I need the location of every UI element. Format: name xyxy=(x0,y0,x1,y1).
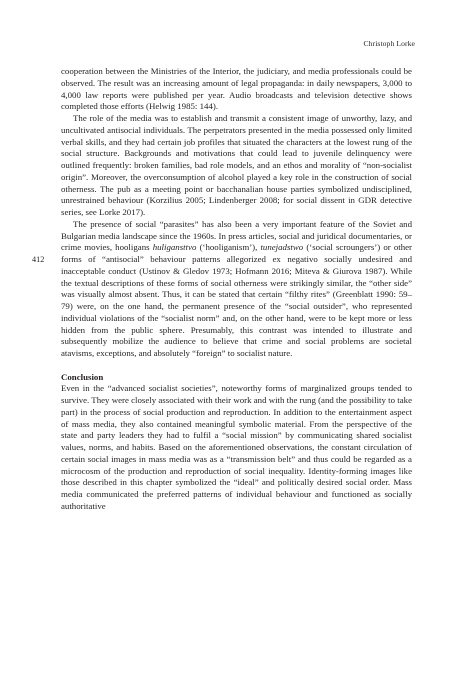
term-social-scroungers: tunejadstwo xyxy=(260,242,304,253)
paragraph-text: (‘social scroungers’) or other forms of “antisocial” behaviour patterns allegorized ex negativo socially undesired and inacceptable conduct (Ustinov & Gledov 1973; Hofmann 2016; Miteva & Giurova 1987). While the textual descriptions of these forms of social otherness were strikingly similar, the “other side” was visually almost absent. Thus, it can be stated that certain “filthy rites” (Greenblatt 1990: 59–79) were, on the one hand, the permanent presence of the “social outsider”, who represented individual violations of the “socialist norm” and, on the other hand, were to be kept more or less hidden from the public sphere. Presumably, this contrast was intended to illustrate and subsequently mobilize the audience to believe that crime and social problems are societal atavisms, exceptions, and absolutely “foreign” to socialist nature. xyxy=(61,242,412,358)
paragraph-conclusion: Even in the “advanced socialist societies”, noteworthy forms of marginalized groups tended to survive. They were closely associated with their work and with the rung (and the possibility to take part) in the process of social production and reproduction. In addition to the entertainment aspect of mass media, they also contained meaningful symbolic material. From the perspective of the state and party leaders they had to fulfil a “social mission” by communicating shared socialist values, norms, and habits. Based on the aforementioned observations, the constant circulation of certain social images in mass media was as a “transmission belt” and thus could be regarded as a microcosm of the production and reproduction of social inequality. Identity-forming images like those described in this chapter symbolized the “ideal” and politically desired social order. Mass media communicated the preferred patterns of individual behaviour and functioned as socially authoritative xyxy=(61,383,412,511)
body-text xyxy=(61,66,412,513)
paragraph-media-role: The role of the media was to establish and transmit a consistent image of unworthy, lazy, and uncultivated antisocial individuals. The perpetrators presented in the media possessed only limited verbal skills, and they had certain job profiles that situated the characters at the lowest rung of the social structure. Backgrounds and motivations that could lead to juvenile delinquency were outlined frequently: broken families, bad role models, and an ethos and morality of “non-socialist origin”. Moreover, the overconsumption of alcohol played a key role in the construction of social otherness. The pub as a meeting point or bacchanalian house parties symbolized undisciplined, unrestrained behaviour (Korzilius 2005; Lindenberger 2008; for social dissent in GDR detective series, see Lorke 2017). xyxy=(61,113,412,217)
paragraph-soviet-bulgarian xyxy=(61,219,412,360)
section-heading-conclusion: Conclusion xyxy=(61,371,104,382)
paragraph-text: The presence of social “parasites” has also been a very important feature of the Soviet and Bulgarian media landscape since the 1960s. In press articles, social and juridical documentaries, or crime movies, hooligans xyxy=(61,218,412,253)
page-number: 412 xyxy=(32,255,45,264)
paragraph-text: (‘hooliganism’), xyxy=(196,242,261,253)
paragraph-continuation: cooperation between the Ministries of the Interior, the judiciary, and media professionals could be observed. The result was an increasing amount of legal propaganda: in daily newspapers, 3,000 to 4,000 law reports were published per year. Audio broadcasts and television detective shows completed those efforts (Helwig 1985: 144). xyxy=(61,66,412,112)
running-head-author: Christoph Lorke xyxy=(363,39,415,48)
term-hooliganism: huligansttvo xyxy=(152,242,197,253)
section-spacer xyxy=(61,360,412,372)
